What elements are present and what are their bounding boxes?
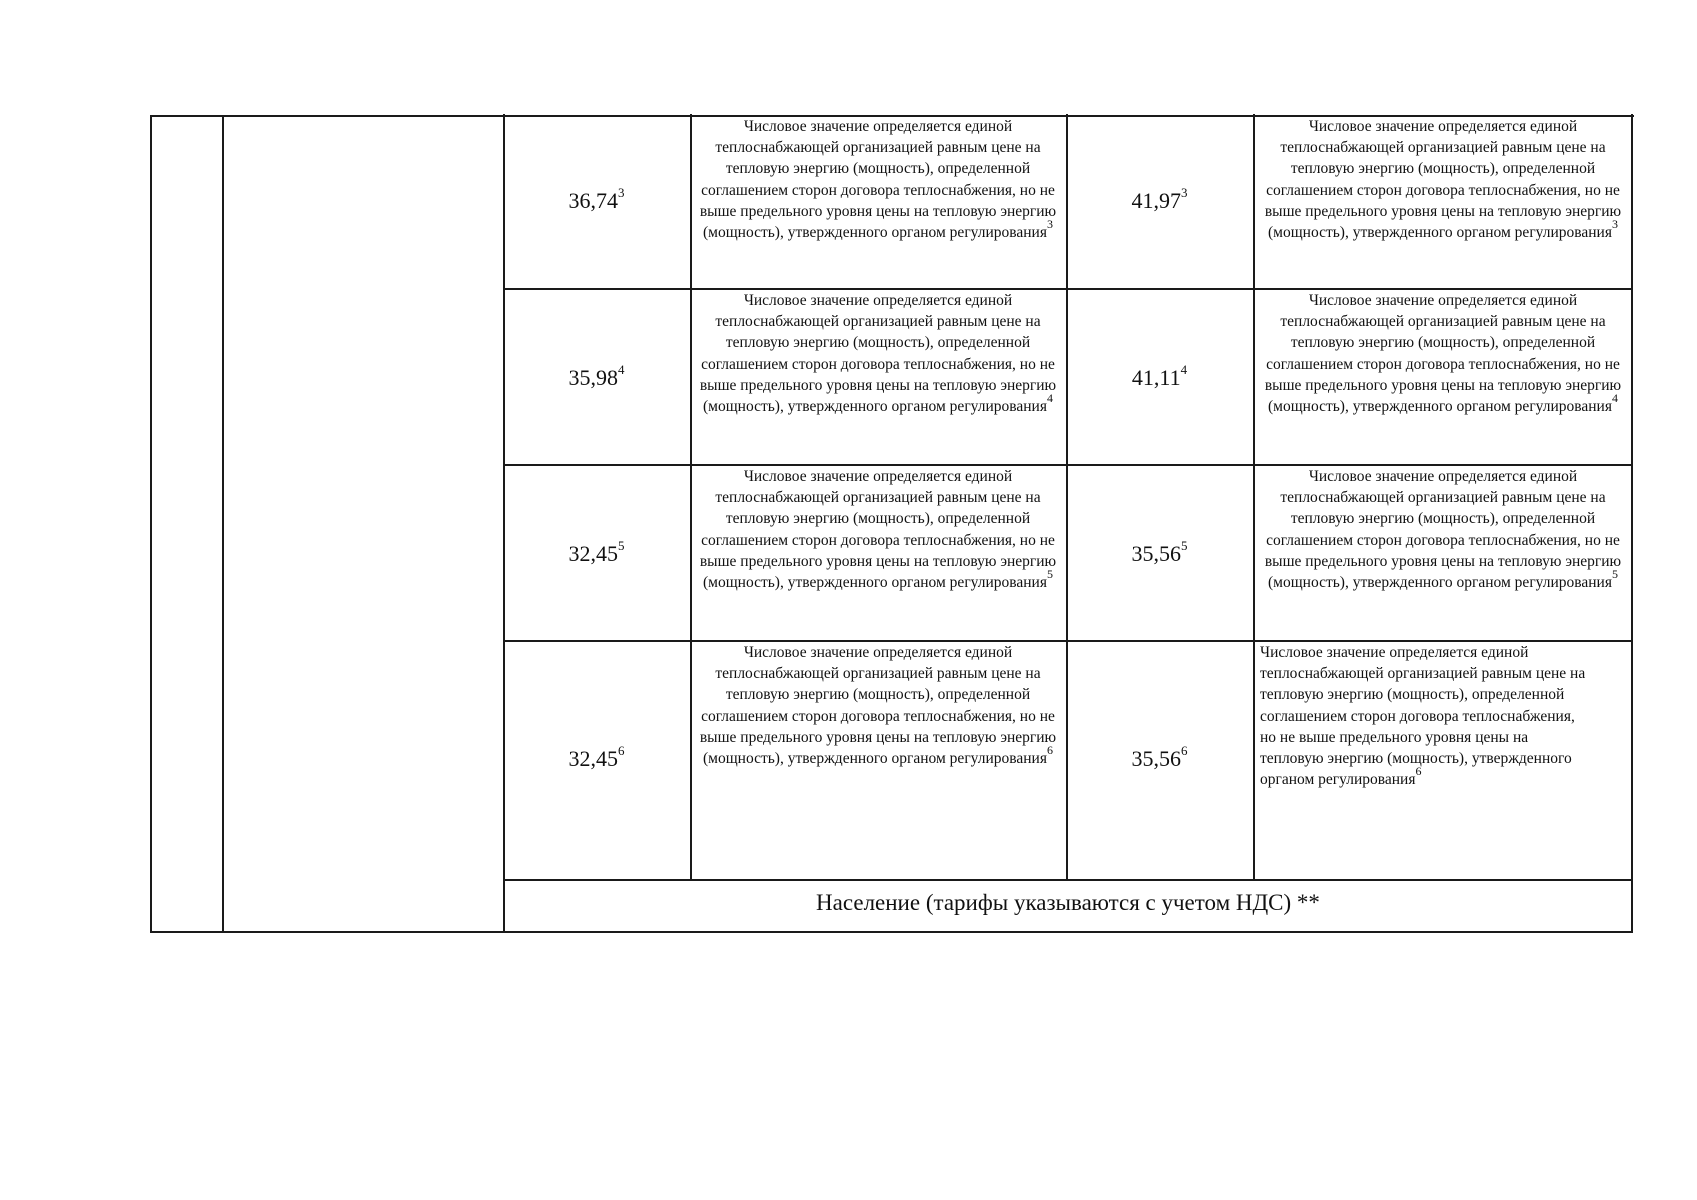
row3-description-a: Числовое значение определяется единой теплоснабжающей организацией равным цене на тепловую энергию (мощность), определенной соглашением сторон договора теплоснабжения, но не выше предельного уровня цены на тепловую энергию (мощность), утвержденного органом регулирования$^5$ xyxy=(699,468,1057,592)
row3-description-b: Числовое значение определяется единой теплоснабжающей организацией равным цене на тепловую энергию (мощность), определенной соглашением сторон договора теплоснабжения, но не выше предельного уровня цены на тепловую энергию (мощность), утвержденного органом регулирования$^5$ xyxy=(1264,468,1622,592)
row4-value-b: 35,56$^6$ xyxy=(1131,743,1188,771)
table-right-border xyxy=(1631,114,1633,932)
col-divider-5 xyxy=(1253,114,1255,880)
row1-value-b: 41,97$^3$ xyxy=(1131,185,1188,213)
col-divider-1 xyxy=(222,115,224,933)
row4-description-b: Числовое значение определяется единой теплоснабжающей организацией равным цене на тепловую энергию (мощность), определенной соглашением сторон договора теплоснабжения, но не выше предельного уровня цены на тепловую энергию (мощность), утвержденного органом регулирования$^6$ xyxy=(1260,644,1586,789)
population-section-heading: Население (тарифы указываются с учетом НДС) ** xyxy=(816,890,1320,915)
table-bottom-border xyxy=(151,931,1633,933)
col-divider-2 xyxy=(503,114,505,932)
row2-value-a: 35,98$^4$ xyxy=(568,362,625,390)
row-divider-4 xyxy=(505,879,1633,881)
row1-description-b: Числовое значение определяется единой теплоснабжающей организацией равным цене на тепловую энергию (мощность), определенной соглашением сторон договора теплоснабжения, но не выше предельного уровня цены на тепловую энергию (мощность), утвержденного органом регулирования$^3$ xyxy=(1264,118,1622,242)
row3-value-b: 35,56$^5$ xyxy=(1131,538,1188,566)
row1-description-a: Числовое значение определяется единой теплоснабжающей организацией равным цене на тепловую энергию (мощность), определенной соглашением сторон договора теплоснабжения, но не выше предельного уровня цены на тепловую энергию (мощность), утвержденного органом регулирования$^3$ xyxy=(699,118,1057,242)
row2-value-b: 41,11$^4$ xyxy=(1131,362,1188,390)
row1-value-a: 36,74$^3$ xyxy=(568,185,625,213)
row3-value-a: 32,45$^5$ xyxy=(568,538,625,566)
row2-description-b: Числовое значение определяется единой теплоснабжающей организацией равным цене на тепловую энергию (мощность), определенной соглашением сторон договора теплоснабжения, но не выше предельного уровня цены на тепловую энергию (мощность), утвержденного органом регулирования$^4$ xyxy=(1264,292,1622,416)
table-left-border xyxy=(150,115,152,933)
row4-description-a: Числовое значение определяется единой теплоснабжающей организацией равным цене на тепловую энергию (мощность), определенной соглашением сторон договора теплоснабжения, но не выше предельного уровня цены на тепловую энергию (мощность), утвержденного органом регулирования$^6$ xyxy=(699,644,1057,768)
row4-value-a: 32,45$^6$ xyxy=(568,743,625,771)
row2-description-a: Числовое значение определяется единой теплоснабжающей организацией равным цене на тепловую энергию (мощность), определенной соглашением сторон договора теплоснабжения, но не выше предельного уровня цены на тепловую энергию (мощность), утвержденного органом регулирования$^4$ xyxy=(699,292,1057,416)
